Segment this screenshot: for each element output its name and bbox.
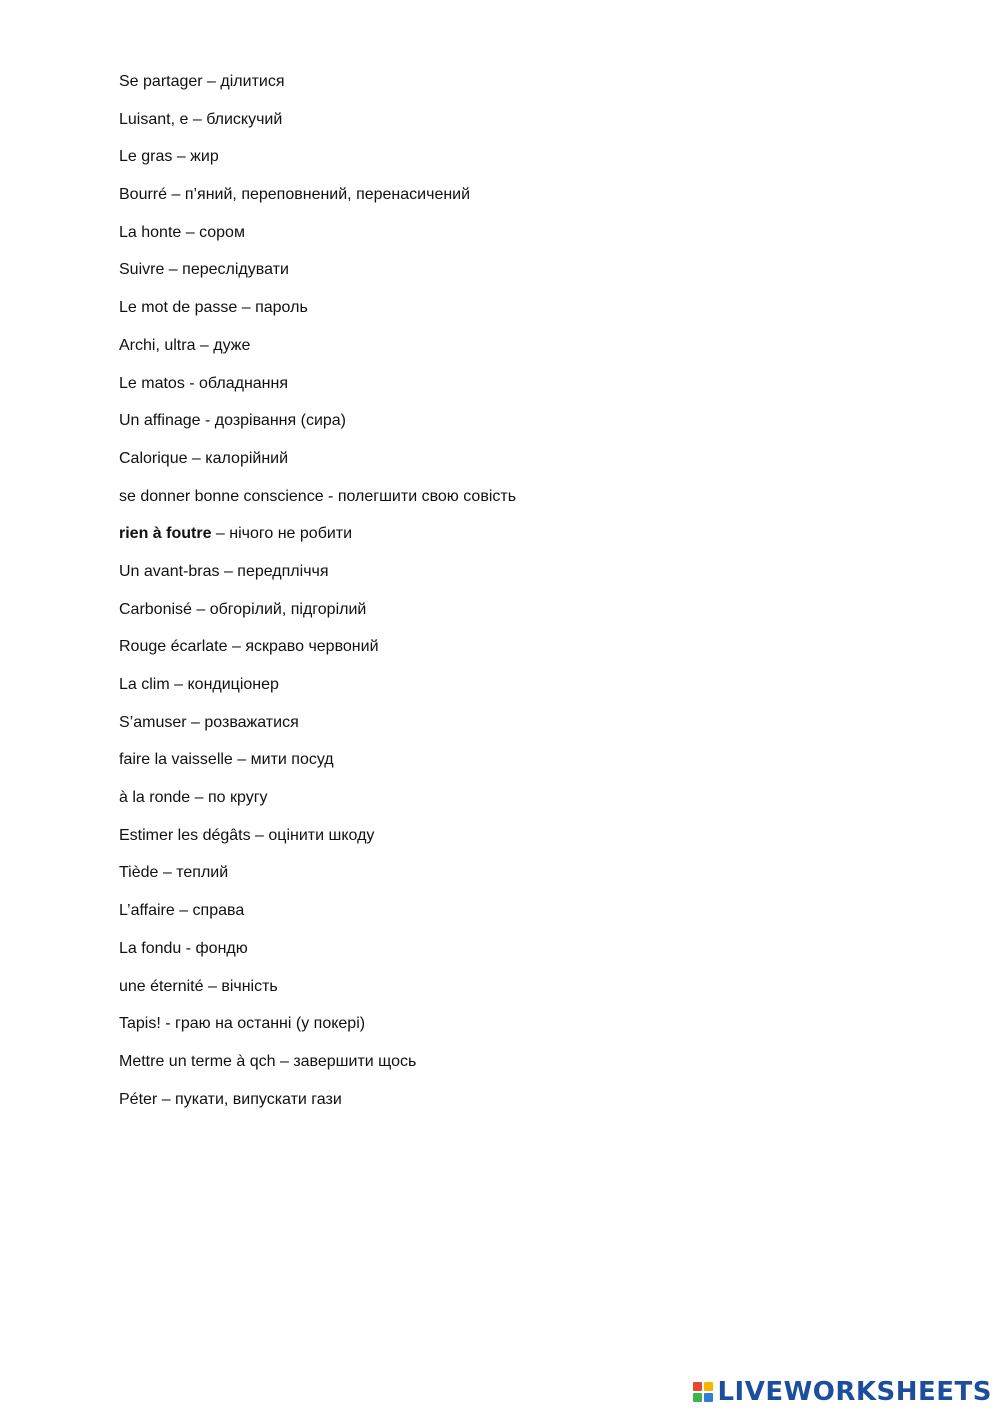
vocab-item bbox=[119, 183, 516, 221]
vocab-separator: – bbox=[219, 562, 238, 580]
vocab-translation: жир bbox=[190, 148, 219, 166]
vocab-item bbox=[119, 145, 516, 183]
vocab-separator: - bbox=[181, 939, 196, 957]
vocab-term: Tapis! bbox=[119, 1015, 161, 1033]
vocab-translation: полегшити свою совість bbox=[337, 487, 517, 505]
vocab-item bbox=[119, 221, 516, 259]
vocab-separator: – bbox=[195, 336, 214, 354]
vocab-translation: ділитися bbox=[220, 73, 285, 90]
vocab-separator: – bbox=[275, 1052, 294, 1070]
vocab-translation: пароль bbox=[255, 299, 308, 317]
vocab-item bbox=[119, 598, 516, 636]
vocab-translation: обладнання bbox=[199, 374, 289, 392]
vocab-item bbox=[119, 447, 516, 485]
vocab-translation: розважатися bbox=[204, 713, 299, 731]
vocab-translation: яскраво червоний bbox=[245, 638, 379, 656]
vocab-term: Un affinage bbox=[119, 412, 201, 430]
vocab-separator: – bbox=[203, 977, 222, 995]
vocab-separator: - bbox=[160, 1015, 176, 1033]
vocab-term: à la ronde bbox=[119, 789, 191, 807]
vocab-term: Luisant, e bbox=[119, 110, 189, 128]
vocab-term: Tiède bbox=[119, 864, 159, 882]
liveworksheets-logo-icon bbox=[693, 1382, 713, 1402]
vocab-item bbox=[119, 1050, 516, 1088]
vocab-term: Se partager bbox=[119, 73, 203, 90]
vocab-translation: блискучий bbox=[206, 110, 283, 128]
vocab-separator: – bbox=[237, 299, 256, 317]
vocab-separator: - bbox=[184, 374, 200, 392]
vocab-translation: переслідувати bbox=[182, 261, 289, 279]
vocab-translation: граю на останні (у покері) bbox=[175, 1015, 366, 1033]
vocab-item bbox=[119, 70, 516, 108]
vocab-translation: сором bbox=[199, 223, 245, 241]
vocab-separator: - bbox=[200, 412, 215, 430]
vocab-item bbox=[119, 635, 516, 673]
vocab-separator: – bbox=[188, 110, 207, 128]
vocab-term: une éternité bbox=[119, 977, 204, 995]
vocab-separator: – bbox=[157, 1090, 176, 1108]
vocab-item bbox=[119, 108, 516, 146]
vocab-translation: кондиціонер bbox=[187, 676, 279, 693]
vocab-item bbox=[119, 748, 516, 786]
vocab-translation: дозрівання (сира) bbox=[214, 412, 346, 430]
vocab-translation: справа bbox=[192, 902, 245, 920]
vocab-term: Le mot de passe bbox=[119, 299, 238, 317]
liveworksheets-brand[interactable] bbox=[693, 1377, 992, 1407]
vocab-item bbox=[119, 258, 516, 296]
vocab-translation: по кругу bbox=[207, 789, 268, 807]
vocab-item bbox=[119, 409, 516, 447]
vocab-term: La clim bbox=[119, 676, 170, 693]
vocab-item bbox=[119, 334, 516, 372]
vocab-item bbox=[119, 1012, 516, 1050]
vocab-term: Calorique bbox=[119, 449, 188, 467]
vocab-translation: фондю bbox=[195, 939, 248, 957]
vocab-translation: вічність bbox=[221, 977, 278, 995]
vocab-separator: – bbox=[250, 826, 269, 844]
vocab-item bbox=[119, 711, 516, 749]
vocab-item bbox=[119, 937, 516, 975]
vocab-separator: – bbox=[158, 864, 177, 882]
vocab-term: se donner bonne conscience bbox=[119, 487, 324, 505]
vocab-separator: – bbox=[186, 713, 205, 731]
vocab-separator: – bbox=[227, 638, 246, 656]
vocab-separator: – bbox=[187, 449, 206, 467]
logo-square-4 bbox=[704, 1393, 713, 1402]
vocab-term: faire la vaisselle bbox=[119, 751, 233, 769]
vocab-separator: – bbox=[172, 148, 191, 166]
vocab-item bbox=[119, 824, 516, 862]
vocab-term: La fondu bbox=[119, 939, 182, 957]
vocab-term: Suivre bbox=[119, 261, 165, 279]
vocab-term: Rouge écarlate bbox=[119, 638, 228, 656]
vocab-term: Mettre un terme à qch bbox=[119, 1052, 276, 1070]
vocab-separator: – bbox=[174, 902, 193, 920]
vocab-term: La honte bbox=[119, 223, 182, 241]
vocab-item bbox=[119, 560, 516, 598]
vocab-item bbox=[119, 861, 516, 899]
vocab-translation: теплий bbox=[176, 864, 229, 882]
vocab-translation: нічого не робити bbox=[229, 525, 353, 543]
vocab-item bbox=[119, 786, 516, 824]
vocab-term: Péter bbox=[119, 1090, 158, 1108]
vocab-separator: – bbox=[167, 186, 185, 204]
vocab-separator: – bbox=[190, 789, 208, 807]
vocab-term: Le matos bbox=[119, 374, 185, 392]
vocab-translation: п’яний, переповнений, перенасичений bbox=[184, 186, 471, 204]
vocab-translation: пукати, випускати гази bbox=[175, 1090, 342, 1108]
vocab-translation: завершити щось bbox=[293, 1052, 417, 1070]
vocab-separator: - bbox=[323, 487, 338, 505]
vocab-term: Le gras bbox=[119, 148, 173, 166]
vocab-item bbox=[119, 899, 516, 937]
vocab-translation: оцінити шкоду bbox=[268, 826, 375, 844]
vocab-item bbox=[119, 372, 516, 410]
vocab-term: Archi, ultra bbox=[119, 336, 196, 354]
vocab-item bbox=[119, 673, 516, 711]
vocab-term: L’affaire bbox=[119, 902, 175, 920]
logo-square-3 bbox=[693, 1393, 702, 1402]
vocab-translation: обгорілий, підгорілий bbox=[209, 600, 367, 618]
vocab-separator: – bbox=[164, 261, 183, 279]
vocab-item bbox=[119, 975, 516, 1013]
vocab-term: Estimer les dégâts bbox=[119, 826, 251, 844]
vocab-term: rien à foutre bbox=[119, 525, 212, 543]
vocab-term: S’amuser bbox=[119, 713, 187, 731]
vocab-translation: дуже bbox=[213, 336, 251, 354]
vocab-translation: мити посуд bbox=[250, 751, 334, 769]
brand-name: LIVEWORKSHEETS bbox=[717, 1377, 992, 1407]
vocab-item bbox=[119, 522, 516, 560]
vocab-separator: – bbox=[181, 223, 200, 241]
logo-square-2 bbox=[704, 1382, 713, 1391]
logo-square-1 bbox=[693, 1382, 702, 1391]
vocab-term: Un avant-bras bbox=[119, 562, 220, 580]
vocab-separator: – bbox=[191, 600, 210, 618]
vocab-term: Carbonisé bbox=[119, 600, 192, 618]
vocab-item bbox=[119, 296, 516, 334]
vocabulary-list bbox=[119, 70, 516, 1125]
vocab-translation: передпліччя bbox=[237, 562, 329, 580]
vocab-translation: калорійний bbox=[205, 449, 289, 467]
vocab-item bbox=[119, 485, 516, 523]
vocab-separator: – bbox=[202, 73, 221, 90]
vocab-term: Bourré bbox=[119, 186, 168, 204]
vocab-separator: – bbox=[169, 676, 188, 693]
vocab-separator: – bbox=[232, 751, 251, 769]
vocab-separator: – bbox=[211, 525, 230, 543]
vocab-item bbox=[119, 1088, 516, 1126]
